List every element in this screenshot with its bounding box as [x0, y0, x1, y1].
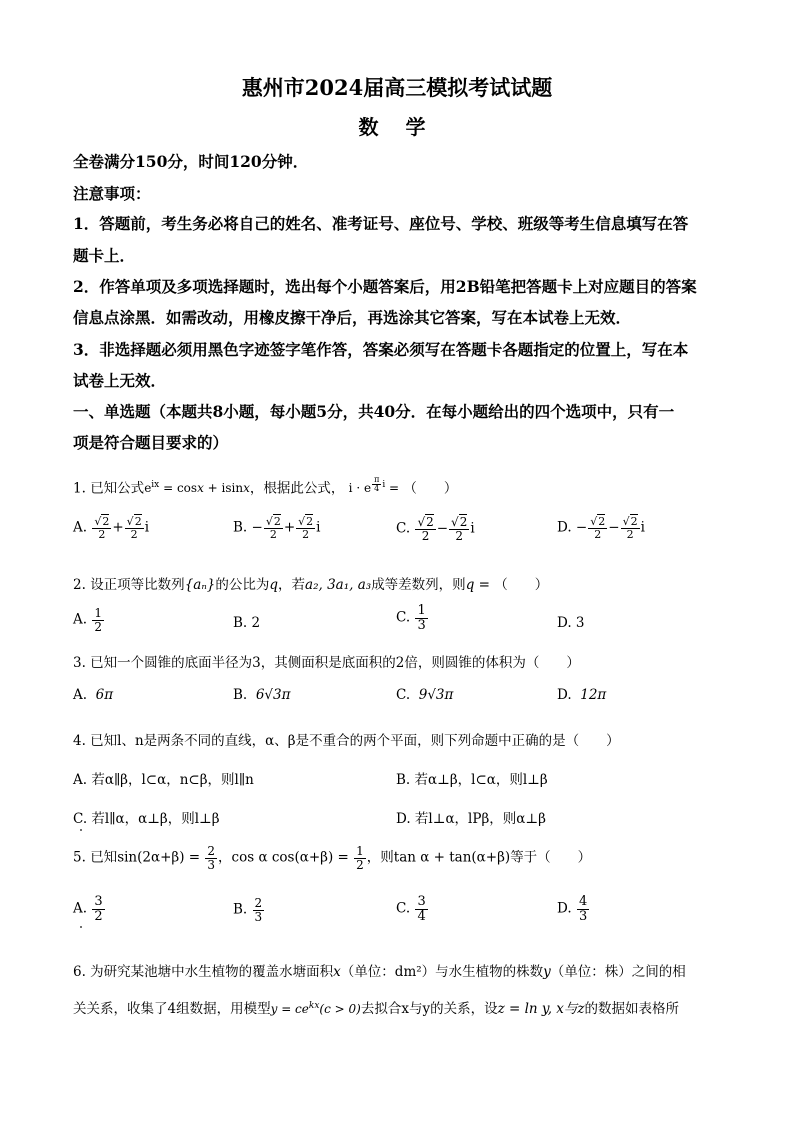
q4-option-a[interactable]: A. 若α∥β，l⊂α，n⊂β，则l∥n: [73, 772, 254, 788]
tangent-expression: tan α + tan(α+β): [393, 849, 511, 866]
question-4: 4. 已知l、n是两条不同的直线，α、β是不重合的两个平面，则下列命题中正确的是（ ）: [73, 733, 620, 749]
q2-option-c[interactable]: C. $\frac{1}{3}$: [396, 603, 426, 633]
q1-option-c[interactable]: C. $\frac{√2}{2}$ − $\frac{√2}{2}$ i: [396, 515, 475, 543]
note-line: 信息点涂黑．如需改动，用橡皮擦干净后，再选涂其它答案，写在本试卷上无效．: [73, 308, 632, 327]
question-5: 5. 已知sin(2α+β) = $\frac{2}{3}$ ，cos α cos(α+β) = $\frac{1}{2}$ ，则tan α + tan(α+β)等于（ ）: [73, 844, 592, 872]
sequence-symbol: {aₙ}: [184, 577, 216, 593]
ratio-ask: q =: [465, 577, 490, 593]
note-line: 2．作答单项及多项选择题时，选出每个小题答案后，用2B铅笔把答题卡上对应题目的答案: [73, 277, 697, 296]
answer-blank: （ ）: [403, 480, 458, 497]
q1-option-b[interactable]: B. − $\frac{√2}{2}$ + $\frac{√2}{2}$ i: [233, 515, 321, 541]
q1-expression: i · e $^{\frac{\pi}{4} i}$ =: [348, 475, 400, 496]
question-1: [73, 476, 457, 496]
q2-option-a[interactable]: A. $\frac{1}{2}$: [73, 606, 102, 634]
question-3: 3. 已知一个圆锥的底面半径为3，其侧面积是底面积的2倍，则圆锥的体积为（ ）: [73, 655, 580, 671]
note-line: 试卷上无效．: [73, 371, 167, 390]
question-2: 2. 设正项等比数列{aₙ}的公比为q，若a₂, 3a₁, a₃成等差数列，则q = （ ）: [73, 577, 549, 593]
sequence-terms: a₂, 3a₁, a₃: [305, 577, 372, 593]
question-text: ，根据此公式，: [249, 480, 345, 497]
section-heading: 项是符合题目要求的）: [73, 433, 229, 452]
q3-option-c[interactable]: C. 9√3π: [396, 687, 454, 703]
exam-title: 惠州市2024届高三模拟考试试题: [241, 75, 553, 100]
euler-formula: $e^{ix} = \cos x + isinx$: [144, 480, 250, 496]
question-6-line1: 6. 为研究某池塘中水生植物的覆盖水塘面积x（单位：dm²）与水生植物的株数y（单位：株）之间的相: [73, 964, 686, 980]
q1-option-a[interactable]: A. $\frac{√2}{2}$ + $\frac{√2}{2}$ i: [73, 515, 150, 541]
q5-option-d[interactable]: D. $\frac{4}{3}$: [557, 894, 588, 924]
question-6-line2: 关关系，收集了4组数据，用模型$y = ce^{kx}(c > 0)$去拟合x与y的关系，设z = ln y, x与z的数据如表格所: [73, 1001, 680, 1017]
q3-option-a[interactable]: A. 6π: [73, 687, 114, 703]
stray-dot: [80, 926, 82, 928]
score-time: 全卷满分150分，时间120分钟．: [73, 152, 309, 171]
section-heading: 一、单选题（本题共8小题，每小题5分，共40分．在每小题给出的四个选项中，只有一: [73, 402, 675, 421]
q5-option-b[interactable]: B. $\frac{2}{3}$: [233, 896, 263, 924]
q4-option-b[interactable]: B. 若α⊥β，l⊂α，则l⊥β: [396, 772, 548, 788]
q4-option-c[interactable]: C. 若l∥α，α⊥β，则l⊥β: [73, 811, 220, 827]
q5-option-a[interactable]: A. $\frac{3}{2}$: [73, 894, 103, 924]
note-line: 3．非选择题必须用黑色字迹签字笔作答，答案必须写在答题卡各题指定的位置上，写在本: [73, 340, 689, 359]
q3-option-b[interactable]: B. 6√3π: [233, 687, 291, 703]
note-line: 1．答题前，考生务必将自己的姓名、准考证号、座位号、学校、班级等考生信息填写在答: [73, 214, 689, 233]
q2-option-d[interactable]: D. 3: [557, 615, 585, 631]
q2-option-b[interactable]: B. 2: [233, 615, 261, 631]
notice-heading: 注意事项：: [73, 184, 151, 203]
regression-model: $y = ce^{kx}(c > 0)$: [270, 1001, 361, 1016]
q5-option-c[interactable]: C. $\frac{3}{4}$: [396, 894, 426, 924]
q4-option-d[interactable]: D. 若l⊥α，lPβ，则α⊥β: [396, 811, 546, 827]
area-unit: dm²: [394, 964, 422, 980]
sine-expression: sin(2α+β) =: [117, 849, 201, 866]
ratio-symbol: q: [269, 577, 279, 593]
subject-title: 数 学: [358, 115, 436, 139]
cosine-expression: cos α cos(α+β) =: [231, 849, 349, 866]
stray-dot: [80, 829, 82, 831]
q3-option-d[interactable]: D. 12π: [557, 687, 607, 703]
question-number: 1.: [73, 480, 86, 497]
q1-option-d[interactable]: D. − $\frac{√2}{2}$ − $\frac{√2}{2}$ i: [557, 515, 645, 541]
question-text: 已知公式: [90, 480, 145, 497]
note-line: 题卡上．: [73, 246, 136, 265]
substitution: z = ln y, x与z: [497, 1001, 585, 1017]
